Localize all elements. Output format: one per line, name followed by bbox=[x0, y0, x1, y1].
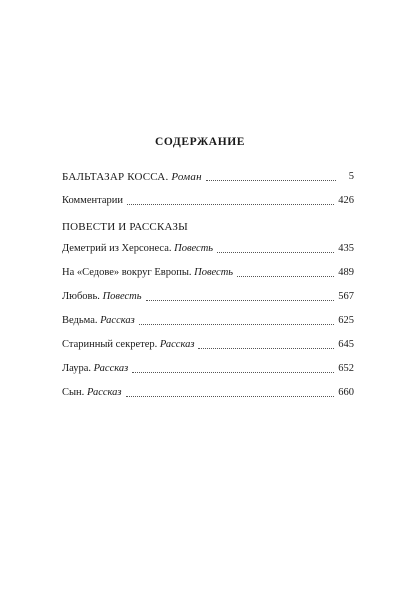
toc-entry-page: 652 bbox=[338, 363, 354, 374]
toc-list bbox=[62, 170, 354, 410]
toc-entry-name: Ведьма. bbox=[62, 315, 98, 326]
dot-leader bbox=[237, 275, 334, 277]
toc-entry-name: Старинный секретер. bbox=[62, 339, 158, 350]
toc-entry-page: 645 bbox=[338, 339, 354, 350]
toc-entry-title bbox=[62, 242, 213, 256]
toc-entry-page: 489 bbox=[338, 267, 354, 278]
toc-entry[interactable] bbox=[62, 290, 354, 304]
toc-entry-genre: Рассказ bbox=[100, 315, 135, 326]
toc-entry[interactable] bbox=[62, 242, 354, 256]
toc-entry-page: 660 bbox=[338, 387, 354, 398]
toc-entry-title bbox=[62, 194, 123, 208]
toc-entry-page: 625 bbox=[338, 315, 354, 326]
toc-entry[interactable] bbox=[62, 362, 354, 376]
toc-entry-name: Любовь. bbox=[62, 291, 100, 302]
dot-leader bbox=[198, 347, 334, 349]
toc-entry-name: Сын. bbox=[62, 387, 85, 398]
toc-entry-genre: Повесть bbox=[194, 267, 234, 278]
dot-leader bbox=[126, 395, 335, 397]
toc-entry-page: 426 bbox=[338, 195, 354, 206]
toc-entry-page: 5 bbox=[348, 171, 354, 182]
toc-entry-title bbox=[62, 314, 135, 328]
toc-entry-title bbox=[62, 338, 194, 352]
dot-leader bbox=[217, 251, 334, 253]
toc-entry-genre: Рассказ bbox=[86, 387, 122, 398]
toc-entry-name: Лаура. bbox=[62, 363, 92, 374]
dot-leader bbox=[139, 323, 335, 325]
section-heading: ПОВЕСТИ И РАССКАЗЫ bbox=[62, 221, 188, 233]
toc-entry-name: БАЛЬТАЗАР КОССА. bbox=[62, 171, 169, 183]
toc-entry-name: Деметрий из Херсонеса. bbox=[62, 243, 172, 254]
toc-entry[interactable] bbox=[62, 194, 354, 208]
toc-entry-genre: Повесть bbox=[102, 291, 142, 302]
toc-entry-title bbox=[62, 170, 202, 184]
toc-entry-page: 435 bbox=[338, 243, 354, 254]
toc-entry[interactable] bbox=[62, 170, 354, 184]
toc-entry-genre: Повесть bbox=[174, 243, 214, 254]
toc-entry-genre: Роман bbox=[171, 171, 202, 183]
toc-entry[interactable] bbox=[62, 266, 354, 280]
toc-entry-title bbox=[62, 266, 233, 280]
toc-entry-name: На «Седове» вокруг Европы. bbox=[62, 267, 192, 278]
dot-leader bbox=[206, 179, 336, 181]
toc-entry[interactable] bbox=[62, 314, 354, 328]
toc-heading: СОДЕРЖАНИЕ bbox=[154, 136, 246, 148]
toc-section-entries bbox=[62, 242, 354, 400]
toc-entry-genre: Рассказ bbox=[159, 339, 195, 350]
toc-entry-page: 567 bbox=[338, 291, 354, 302]
toc-entry-genre: Рассказ bbox=[93, 363, 129, 374]
toc-top-entries bbox=[62, 170, 354, 208]
toc-entry-name: Комментарии bbox=[62, 195, 123, 206]
toc-entry-title bbox=[62, 362, 128, 376]
dot-leader bbox=[146, 299, 335, 301]
toc-entry-title bbox=[62, 386, 122, 400]
dot-leader bbox=[127, 203, 334, 205]
dot-leader bbox=[132, 371, 334, 373]
toc-entry[interactable] bbox=[62, 386, 354, 400]
toc-entry[interactable] bbox=[62, 338, 354, 352]
toc-entry-title bbox=[62, 290, 142, 304]
